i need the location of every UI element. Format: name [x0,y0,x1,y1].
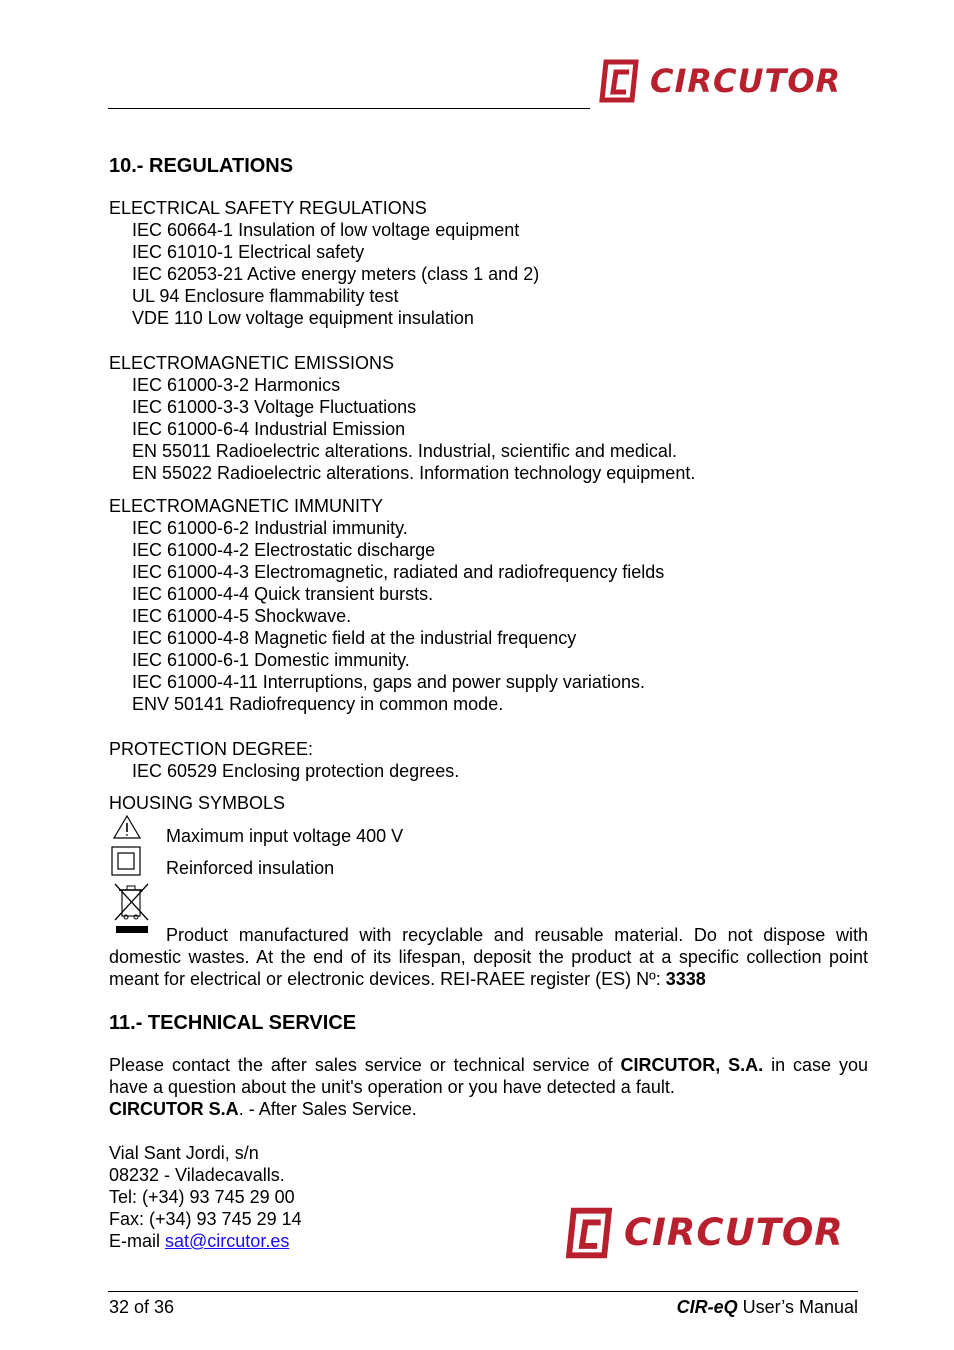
emissions-item: IEC 61000-3-2 Harmonics [132,375,341,395]
immunity-heading: ELECTROMAGNETIC IMMUNITY [109,496,384,516]
emissions-item: IEC 61000-6-4 Industrial Emission [132,419,406,439]
housing-heading: HOUSING SYMBOLS [109,793,286,813]
emissions-item: EN 55011 Radioelectric alterations. Industrial, scientific and medical. [132,441,677,461]
double-insulation-icon [111,846,141,876]
immunity-item: IEC 61000-4-3 Electromagnetic, radiated and radiofrequency fields [132,562,665,582]
email-line [109,1230,302,1252]
safety-heading: ELECTRICAL SAFETY REGULATIONS [109,198,427,218]
after-sales-label: . - After Sales Service. [238,1099,417,1119]
header-rule [108,108,590,109]
logo-text: CIRCUTOR [624,1211,844,1254]
immunity-item: IEC 61000-6-2 Industrial immunity. [132,518,408,538]
footer-rule [108,1291,858,1292]
circutor-logo-icon [562,1206,616,1260]
safety-item: VDE 110 Low voltage equipment insulation [132,308,474,328]
safety-item: IEC 62053-21 Active energy meters (class 1 and 2) [132,264,540,284]
service-paragraph [109,1054,868,1098]
manual-label: User’s Manual [737,1297,858,1317]
fax-line: Fax: (+34) 93 745 29 14 [109,1209,302,1229]
immunity-item: ENV 50141 Radiofrequency in common mode. [132,694,504,714]
immunity-item: IEC 61000-4-11 Interruptions, gaps and power supply variations. [132,672,645,692]
address-line: 08232 - Viladecavalls. [109,1165,285,1185]
safety-item: IEC 60664-1 Insulation of low voltage equipment [132,220,520,240]
logo-text: CIRCUTOR [650,62,842,100]
header-logo [596,58,841,104]
email-link[interactable]: sat@circutor.es [165,1231,290,1251]
warning-icon [112,814,142,840]
footer-logo [562,1206,844,1260]
email-label: E-mail [109,1231,166,1251]
service-text-end: in case you have a question about the unit's operation or you have detected a fault. [109,1055,868,1097]
recycle-text: Product manufactured with recyclable and reusable material. Do not dispose with domestic wastes. At the end of its lifespan, deposit the product at a specific collection point meant for electrical or electronic devices. REI-RAEE register (ES) Nº: [109,925,868,989]
section-10-title: 10.- REGULATIONS [109,155,294,177]
emissions-item: IEC 61000-3-3 Voltage Fluctuations [132,397,417,417]
protection-degree [109,738,869,782]
immunity-regulations [109,495,869,715]
circutor-logo-icon [596,58,642,104]
page-number: 32 of 36 [109,1297,175,1317]
emissions-heading: ELECTROMAGNETIC EMISSIONS [109,353,395,373]
immunity-item: IEC 61000-4-8 Magnetic field at the industrial frequency [132,628,577,648]
protection-heading: PROTECTION DEGREE: [109,739,314,759]
section-11-title: 11.- TECHNICAL SERVICE [109,1012,357,1034]
register-number: 3338 [665,969,706,989]
address-line: Vial Sant Jordi, s/n [109,1143,259,1163]
safety-item: UL 94 Enclosure flammability test [132,286,399,306]
immunity-item: IEC 61000-6-1 Domestic immunity. [132,650,410,670]
after-sales-company: CIRCUTOR S.A [109,1099,239,1119]
immunity-item: IEC 61000-4-4 Quick transient bursts. [132,584,434,604]
emissions-item: EN 55022 Radioelectric alterations. Information technology equipment. [132,463,696,483]
protection-item: IEC 60529 Enclosing protection degrees. [132,761,460,781]
after-sales-line [109,1098,417,1120]
emissions-regulations [109,352,869,484]
service-text-start: Please contact the after sales service or technical service of [109,1055,621,1075]
immunity-item: IEC 61000-4-5 Shockwave. [132,606,352,626]
insulation-symbol-label: Reinforced insulation [166,858,335,878]
product-name: CIR-eQ [676,1297,738,1317]
manual-title [677,1296,858,1318]
immunity-item: IEC 61000-4-2 Electrostatic discharge [132,540,436,560]
phone-line: Tel: (+34) 93 745 29 00 [109,1187,295,1207]
safety-regulations [109,197,869,329]
contact-address [109,1142,302,1252]
safety-item: IEC 61010-1 Electrical safety [132,242,365,262]
voltage-symbol-label: Maximum input voltage 400 V [166,826,404,846]
recycle-paragraph [109,924,868,990]
service-company-name: CIRCUTOR, S.A. [620,1055,764,1075]
